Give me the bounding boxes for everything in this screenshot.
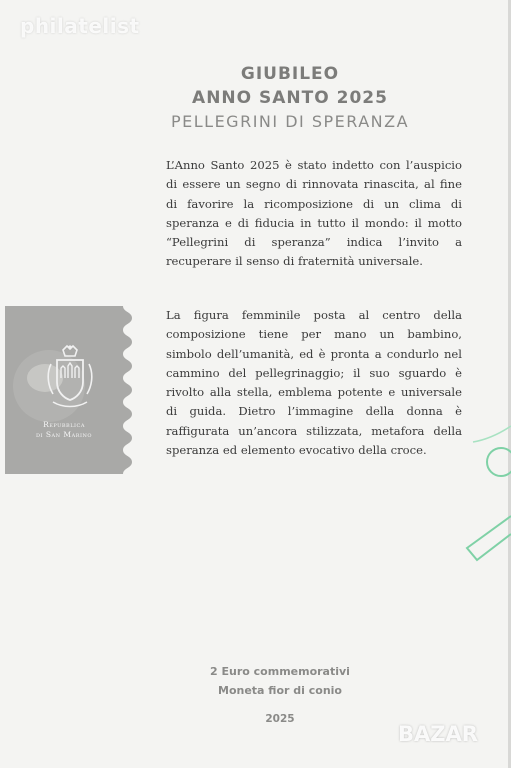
footer-block bbox=[200, 662, 360, 725]
stamp-country-line2: di San Marino bbox=[36, 430, 92, 439]
coat-of-arms-icon bbox=[43, 344, 97, 410]
footer-coin-quality: Moneta fior di conio bbox=[218, 684, 342, 697]
stamp-country-line1: Repubblica bbox=[43, 420, 85, 429]
title-anno-santo: ANNO SANTO 2025 bbox=[192, 88, 388, 108]
green-anchor-decoration bbox=[455, 420, 511, 580]
san-marino-stamp bbox=[5, 306, 132, 474]
subtitle-pellegrini: PELLEGRINI DI SPERANZA bbox=[170, 112, 410, 131]
title-block bbox=[150, 62, 430, 134]
title-giubileo: GIUBILEO bbox=[240, 64, 340, 84]
watermark-philatelist: philatelist bbox=[20, 14, 140, 38]
paragraph-description: La figura femminile posta al centro della composizione tiene per mano un bambino, simbolo dell’umanità, ed è pronta a condurlo nel cammino del pellegrinaggio; il suo sguardo è rivolto alla stella, emblema potente e universale di guida. Dietro l’immagine della donna è raffigurata un’ancora stilizzata, metafora della speranza ed elemento evocativo della croce. bbox=[166, 308, 462, 458]
footer-year: 2025 bbox=[265, 713, 295, 725]
footer-commemorative: 2 Euro commemorativi bbox=[210, 665, 350, 678]
watermark-bazar: BAZAR bbox=[398, 722, 478, 746]
paragraph-intro: L’Anno Santo 2025 è stato indetto con l’auspicio di essere un segno di rinnovata rinascita, al fine di favorire la ricomposizione di un clima di speranza e di fiducia in tutto il mondo: il motto “Pellegrini di speranza” indica l’invito a recuperare il senso di fraternità universale. bbox=[166, 158, 462, 269]
